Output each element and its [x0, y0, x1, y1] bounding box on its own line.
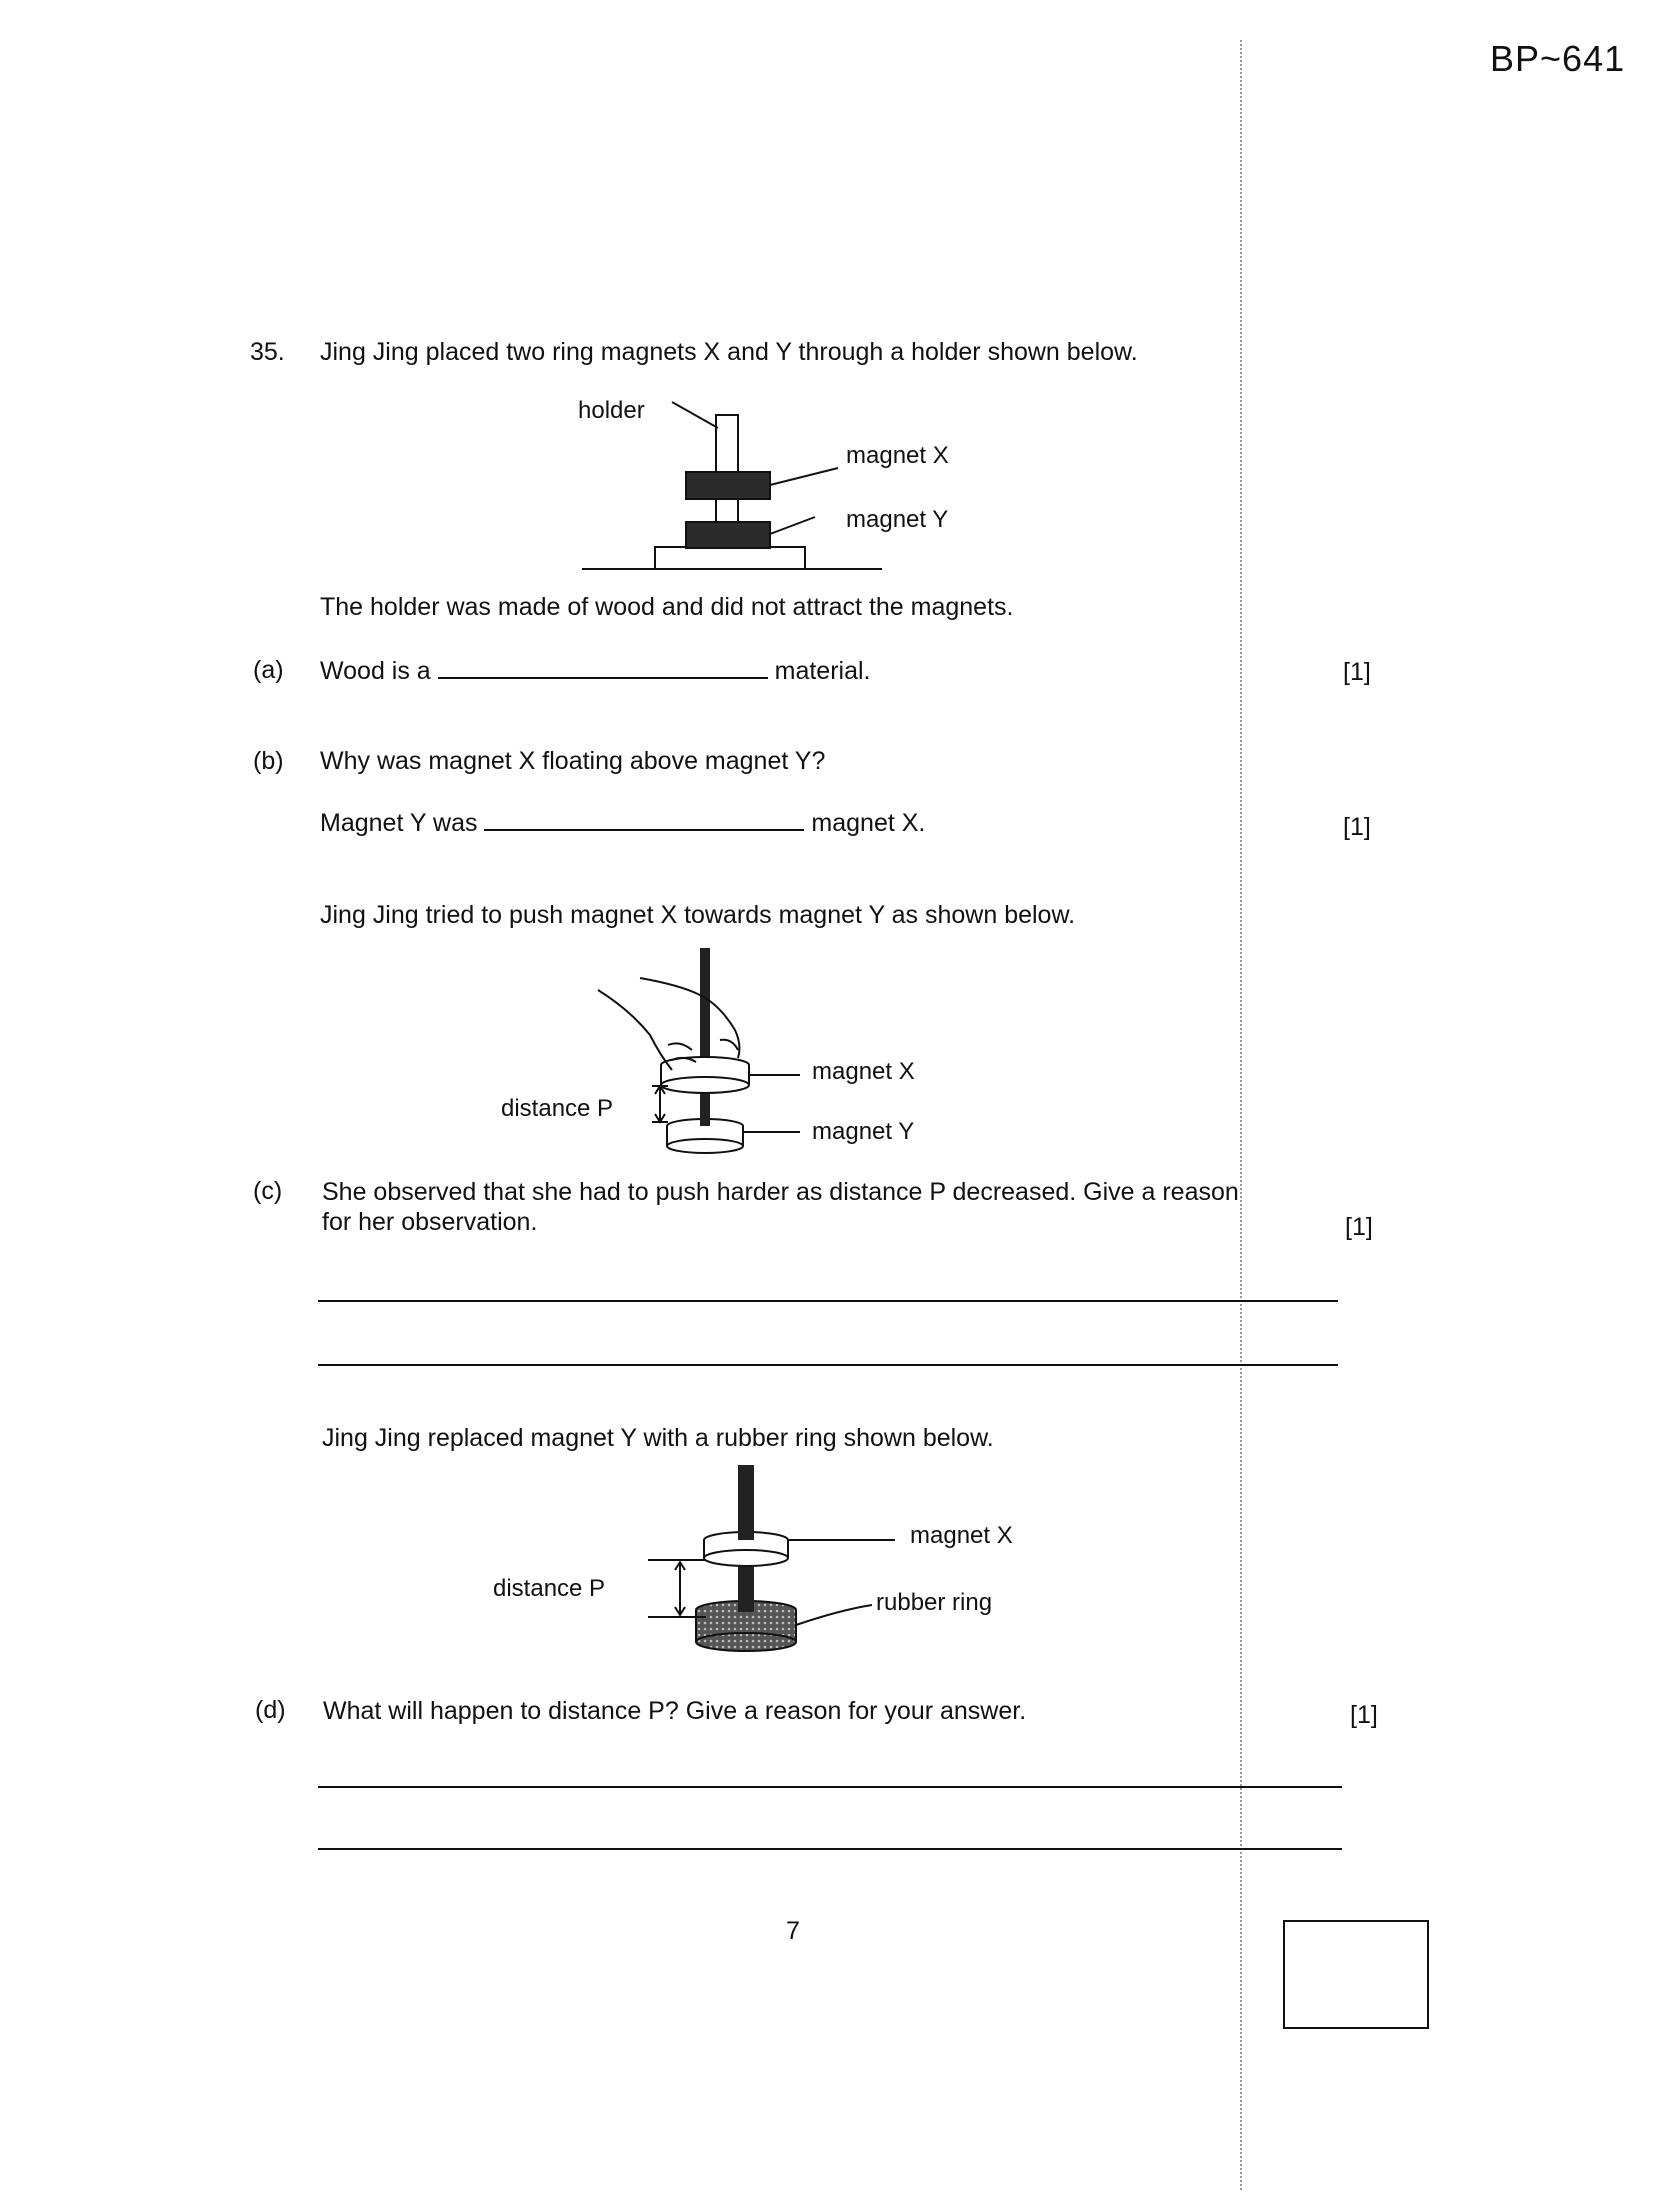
part-b-marks: [1]: [1343, 813, 1371, 841]
fig2-magnet-y-label: magnet Y: [812, 1118, 915, 1145]
part-b-question: Why was magnet X floating above magnet Y?: [320, 747, 826, 775]
fig2-magnet-x-label: magnet X: [812, 1058, 915, 1085]
magnet-x-label: magnet X: [846, 442, 949, 469]
part-c-answer-line-1[interactable]: [318, 1300, 1338, 1302]
part-a-marks: [1]: [1343, 658, 1371, 686]
part-b-answer-blank[interactable]: [484, 807, 804, 831]
fig3-magnet-x-label: magnet X: [910, 1522, 1013, 1549]
marks-box[interactable]: [1283, 1920, 1429, 2029]
magnet-y-label: magnet Y: [846, 506, 949, 533]
margin-rule: [1240, 40, 1242, 2190]
question-stem: Jing Jing placed two ring magnets X and Y through a holder shown below.: [320, 338, 1138, 366]
holder-statement: The holder was made of wood and did not attract the magnets.: [320, 593, 1014, 621]
part-c-line2: for her observation.: [322, 1208, 538, 1236]
part-a-sentence: [320, 655, 871, 686]
part-b-label: (b): [253, 747, 284, 775]
part-b-before: Magnet Y was: [320, 809, 478, 837]
part-d-question: What will happen to distance P? Give a reason for your answer.: [323, 1697, 1027, 1725]
part-a-before: Wood is a: [320, 657, 431, 685]
part-c-answer-line-2[interactable]: [318, 1364, 1338, 1366]
fig3-distance-label: distance P: [493, 1575, 606, 1602]
part-d-label: (d): [255, 1696, 286, 1724]
part-c-marks: [1]: [1345, 1213, 1373, 1241]
part-d-answer-line-2[interactable]: [318, 1848, 1342, 1850]
part-a-after: material.: [774, 657, 871, 685]
question-number: 35.: [250, 338, 285, 366]
part-d-marks: [1]: [1350, 1701, 1378, 1729]
fig3-rubber-ring-label: rubber ring: [876, 1589, 993, 1616]
part-d-answer-line-1[interactable]: [318, 1786, 1342, 1788]
part-a-label: (a): [253, 656, 284, 684]
part-b-after: magnet X.: [811, 809, 926, 837]
intro-d: Jing Jing replaced magnet Y with a rubber ring shown below.: [322, 1424, 994, 1452]
fig2-distance-label: distance P: [501, 1095, 614, 1122]
part-c-label: (c): [253, 1177, 283, 1205]
holder-label: holder: [578, 397, 645, 424]
part-a-answer-blank[interactable]: [438, 655, 768, 679]
intro-c: Jing Jing tried to push magnet X towards magnet Y as shown below.: [320, 901, 1076, 929]
part-c-line1: She observed that she had to push harder as distance P decreased. Give a reason: [322, 1178, 1239, 1206]
page-code: BP~641: [1490, 38, 1626, 79]
part-b-sentence: [320, 807, 925, 838]
page-number: 7: [786, 1917, 800, 1945]
